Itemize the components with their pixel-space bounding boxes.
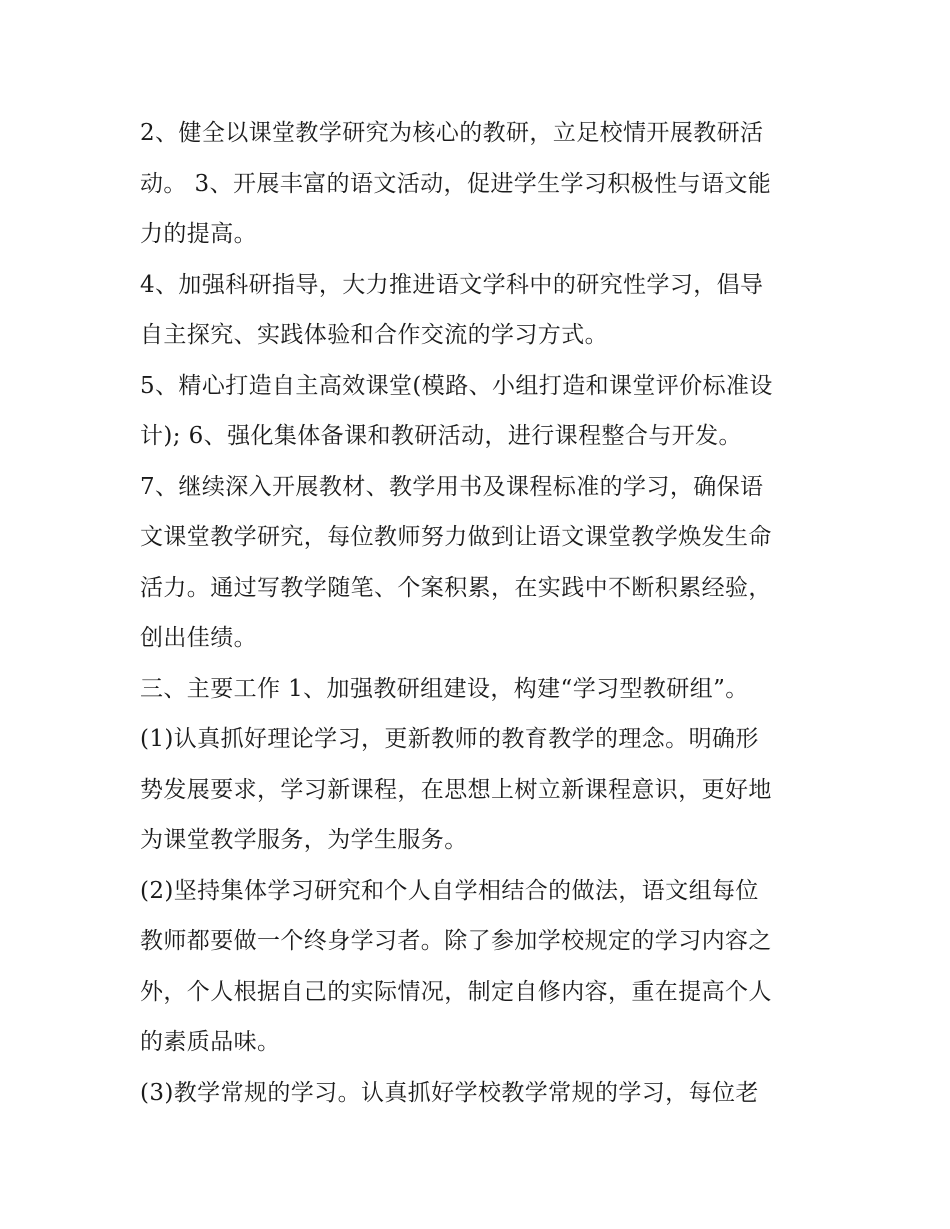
paragraph-sub-3 xyxy=(140,1068,820,1119)
text-line: 外，个人根据自己的实际情况，制定自修内容，重在提高个人 xyxy=(140,978,772,1005)
text-line: (1)认真抓好理论学习，更新教师的教育教学的理念。明确形 xyxy=(140,726,759,752)
text-line: 的素质品味。 xyxy=(140,1029,281,1055)
document-body xyxy=(140,108,820,1118)
text-line: 文课堂教学研究，每位教师努力做到让语文课堂教学焕发生命 xyxy=(140,524,772,550)
text-line: (2)坚持集体学习研究和个人自学相结合的做法，语文组每位 xyxy=(140,877,759,904)
paragraph-item-4 xyxy=(140,260,820,361)
text-line: 5、精心打造自主高效课堂(模路、小组打造和课堂评价标准设 xyxy=(140,372,773,399)
text-line: (3)教学常规的学习。认真抓好学校教学常规的学习，每位老 xyxy=(140,1079,759,1106)
paragraph-sub-2 xyxy=(140,866,820,1068)
text-line: 4、加强科研指导，大力推进语文学科中的研究性学习，倡导 xyxy=(140,271,764,298)
text-line: 动。 3、开展丰富的语文活动，促进学生学习积极性与语文能 xyxy=(140,170,772,197)
text-line: 势发展要求，学习新课程，在思想上树立新课程意识，更好地 xyxy=(140,776,772,803)
text-line: 创出佳绩。 xyxy=(140,625,257,651)
text-line: 计); 6、强化集体备课和教研活动，进行课程整合与开发。 xyxy=(140,423,742,449)
text-line: 为课堂教学服务，为学生服务。 xyxy=(140,827,468,853)
paragraph-item-2-3 xyxy=(140,108,820,260)
text-line: 三、主要工作 1、加强教研组建设，构建“学习型教研组”。 xyxy=(140,675,749,702)
text-line: 2、健全以课堂教学研究为核心的教研，立足校情开展教研活 xyxy=(140,120,764,146)
text-line: 活力。通过写教学随笔、个案积累，在实践中不断积累经验， xyxy=(140,574,772,601)
text-line: 7、继续深入开展教材、教学用书及课程标准的学习，确保语 xyxy=(140,473,764,500)
text-line: 自主探究、实践体验和合作交流的学习方式。 xyxy=(140,322,608,348)
text-line: 力的提高。 xyxy=(140,221,257,247)
text-line: 教师都要做一个终身学习者。除了参加学校规定的学习内容之 xyxy=(140,928,772,954)
paragraph-item-5-6 xyxy=(140,361,820,462)
paragraph-sub-1 xyxy=(140,714,820,866)
section-heading-main-work xyxy=(140,664,820,715)
paragraph-item-7 xyxy=(140,462,820,664)
